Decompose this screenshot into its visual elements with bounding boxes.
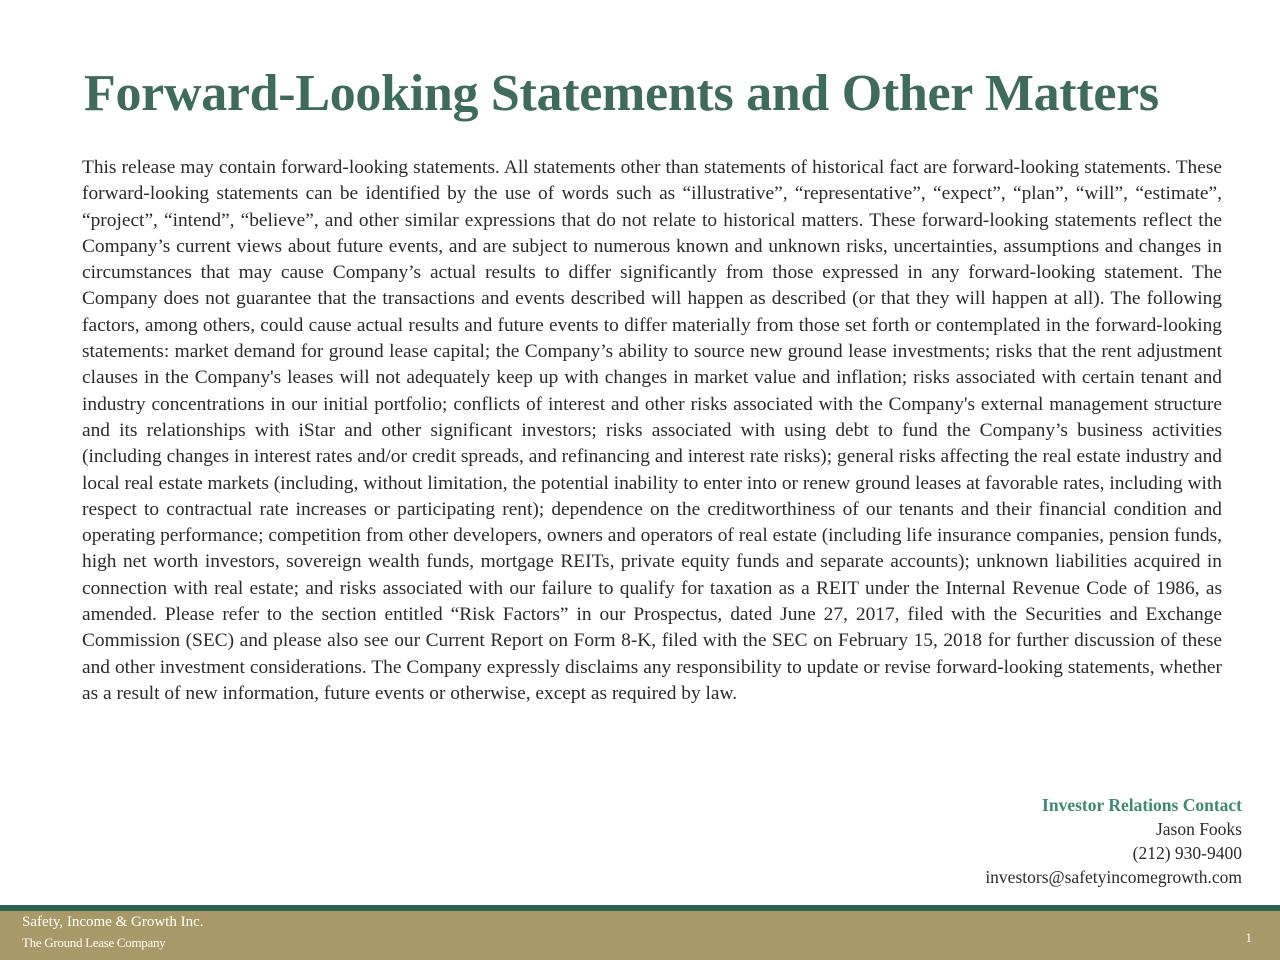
disclaimer-paragraph: This release may contain forward-looking statements. All statements other than statements of historical fact are forward-looking statements. These forward-looking statements can be identified by the use of words such as “illustrative”, “representative”, “expect”, “plan”, “will”, “estimate”, “project”, “intend”, “believe”, and other similar expressions that do not relate to historical matters. These forward-looking statements reflect the Company’s current views about future events, and are subject to numerous known and unknown risks, uncertainties, assumptions and changes in circumstances that may cause Company’s actual results to differ significantly from those expressed in any forward-looking statement. The Company does not guarantee that the transactions and events described will happen as described (or that they will happen at all). The following factors, among others, could cause actual results and future events to differ materially from those set forth or contemplated in the forward-looking statements: market demand for ground lease capital; the Company’s ability to source new ground lease investments; risks that the rent adjustment clauses in the Company's leases will not adequately keep up with changes in market value and inflation; risks associated with certain tenant and industry concentrations in our initial portfolio; conflicts of interest and other risks associated with the Company's external management structure and its relationships with iStar and other significant investors; risks associated with using debt to fund the Company’s business activities (including changes in interest rates and/or credit spreads, and refinancing and interest rate risks); general risks affecting the real estate industry and local real estate markets (including, without limitation, the potential inability to enter into or renew ground leases at favorable rates, including with respect to contractual rate increases or participating rent); dependence on the creditworthiness of our tenants and their financial condition and operating performance; competition from other developers, owners and operators of real estate (including life insurance companies, pension funds, high net worth investors, sovereign wealth funds, mortgage REITs, private equity funds and separate accounts); unknown liabilities acquired in connection with real estate; and risks associated with our failure to qualify for taxation as a REIT under the Internal Revenue Code of 1986, as amended. Please refer to the section entitled “Risk Factors” in our Prospectus, dated June 27, 2017, filed with the Securities and Exchange Commission (SEC) and please also see our Current Report on Form 8-K, filed with the SEC on February 15, 2018 for further discussion of these and other investment considerations. The Company expressly disclaims any responsibility to update or revise forward-looking statements, whether as a result of new information, future events or otherwise, except as required by law. xyxy=(82,157,1222,704)
page-title: Forward-Looking Statements and Other Matters xyxy=(84,65,1159,122)
contact-phone: (212) 930-9400 xyxy=(1132,843,1242,863)
contact-name: Jason Fooks xyxy=(1155,819,1242,839)
contact-email[interactable]: investors@safetyincomegrowth.com xyxy=(985,867,1242,887)
page-number: 1 xyxy=(1245,930,1252,945)
footer-tagline: The Ground Lease Company xyxy=(22,935,166,950)
contact-heading: Investor Relations Contact xyxy=(1042,795,1242,815)
footer-company-name: Safety, Income & Growth Inc. xyxy=(22,914,204,930)
investor-relations-contact xyxy=(782,793,1242,889)
